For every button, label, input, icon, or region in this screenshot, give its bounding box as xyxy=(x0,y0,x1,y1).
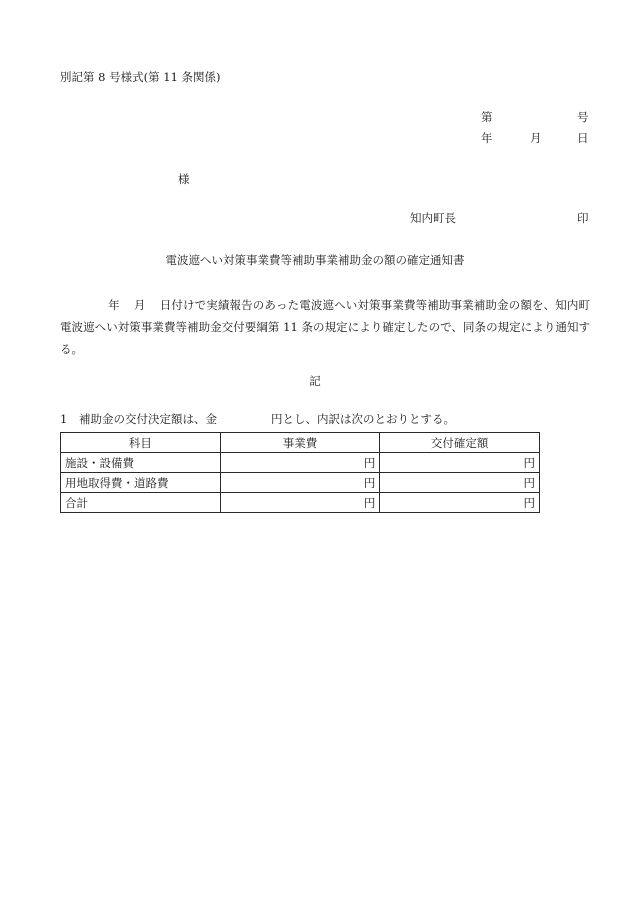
document-number-prefix: 第 xyxy=(481,110,493,124)
row-cost: 円 xyxy=(220,493,380,513)
row-cost: 円 xyxy=(220,473,380,493)
row-cost: 円 xyxy=(220,453,380,473)
seal-mark: 印 xyxy=(577,211,589,225)
item-1-line xyxy=(60,414,455,426)
breakdown-table xyxy=(60,432,540,513)
row-confirmed: 円 xyxy=(380,453,540,473)
date-year-label: 年 xyxy=(481,131,493,145)
body-paragraph xyxy=(60,294,590,360)
addressee-honorific: 様 xyxy=(178,172,190,186)
date-month-label: 月 xyxy=(530,131,542,145)
header-confirmed-amount: 交付確定額 xyxy=(380,433,540,453)
sender-name: 知内町長 xyxy=(410,211,456,225)
body-date-year: 年 xyxy=(108,298,120,312)
ki-heading: 記 xyxy=(309,374,321,388)
table-header-row xyxy=(61,433,540,453)
document-number-suffix: 号 xyxy=(577,110,589,124)
row-label: 用地取得費・道路費 xyxy=(61,473,221,493)
date-day-label: 日 xyxy=(577,131,589,145)
item-1-number: 1 xyxy=(60,412,68,426)
document-title: 電波遮へい対策事業費等補助事業補助金の額の確定通知書 xyxy=(165,253,465,267)
item-1-text-after: 円とし、内訳は次のとおりとする。 xyxy=(271,412,455,426)
row-confirmed: 円 xyxy=(380,493,540,513)
row-confirmed: 円 xyxy=(380,473,540,493)
table-row xyxy=(61,453,540,473)
header-subject: 科目 xyxy=(61,433,221,453)
body-date-month: 月 xyxy=(133,298,146,312)
row-label: 施設・設備費 xyxy=(61,453,221,473)
row-label: 合計 xyxy=(61,493,221,513)
item-1-text-before: 補助金の交付決定額は、金 xyxy=(79,412,217,426)
header-project-cost: 事業費 xyxy=(220,433,380,453)
body-text: 日付けで実績報告のあった電波遮へい対策事業費等補助事業補助金の額を、知内町電波遮へい対策事業費等補助金交付要綱第 11 条の規定により確定したので、同条の規定により通知する。 xyxy=(60,298,591,356)
table-row xyxy=(61,493,540,513)
table-row xyxy=(61,473,540,493)
form-number-title: 別記第 8 号様式(第 11 条関係) xyxy=(60,70,221,84)
